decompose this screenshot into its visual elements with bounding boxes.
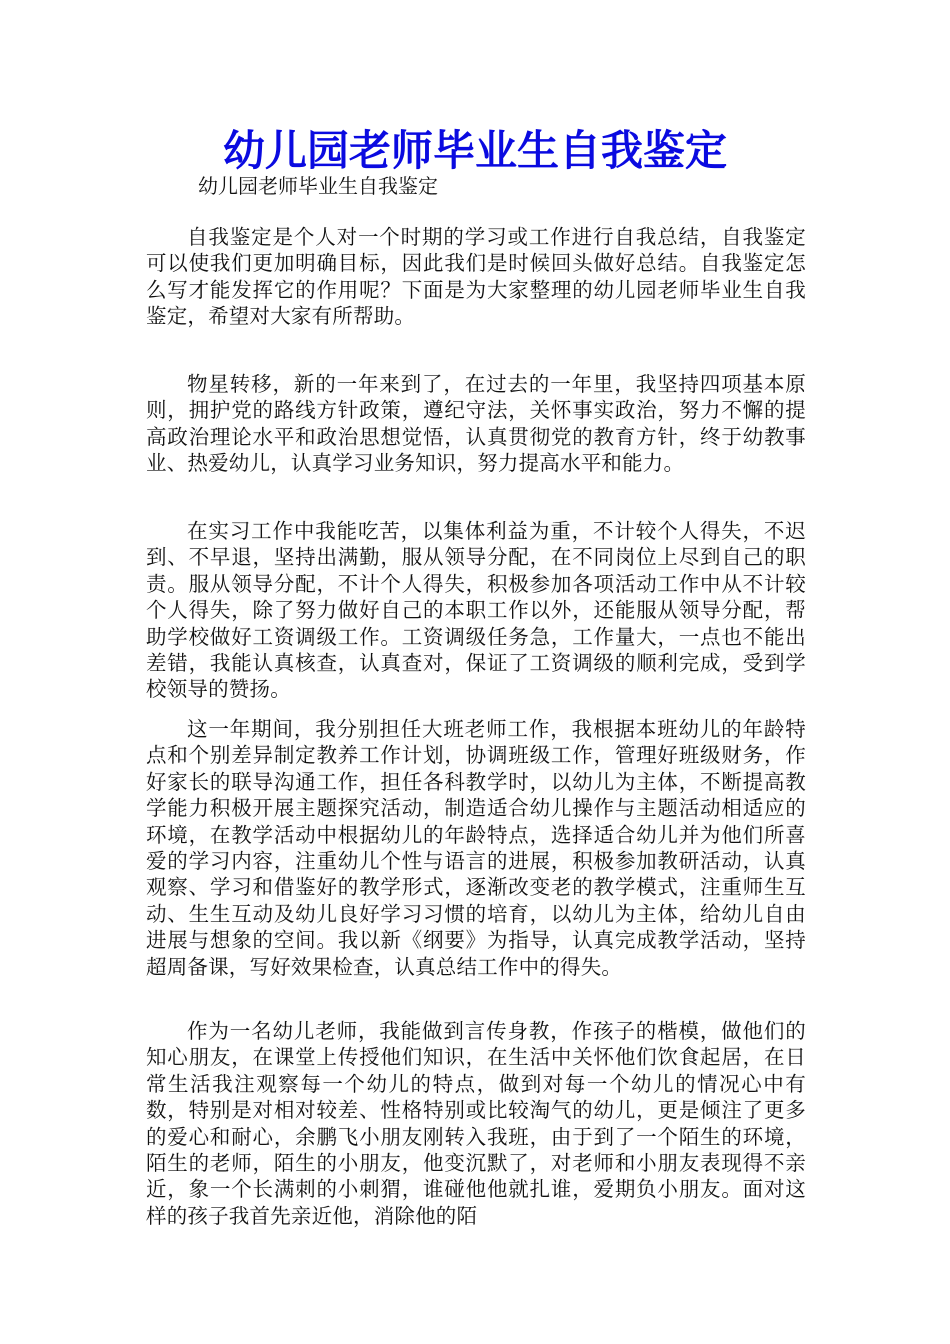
paragraph-internship: 在实习工作中我能吃苦，以集体利益为重，不计较个人得失，不迟到、不早退，坚持出满勤，服从领导分配，在不同岗位上尽到自己的职责。服从领导分配，不计个人得失，积极参加各项活动工作中从不计较个人得失，除了努力做好自己的本职工作以外，还能服从领导分配，帮助学校做好工资调级工作。工资调级任务急，工作量大，一点也不能出差错，我能认真核查，认真查对，保证了工资调级的顺利完成，受到学校领导的赞扬。 (146, 519, 806, 702)
document-subtitle: 幼儿园老师毕业生自我鉴定 (198, 174, 438, 198)
paragraph-intro: 自我鉴定是个人对一个时期的学习或工作进行自我总结，自我鉴定可以使我们更加明确目标，因此我们是时候回头做好总结。自我鉴定怎么写才能发挥它的作用呢？下面是为大家整理的幼儿园老师毕业生自我鉴定，希望对大家有所帮助。 (146, 225, 806, 329)
paragraph-teaching: 这一年期间，我分别担任大班老师工作，我根据本班幼儿的年龄特点和个别差异制定教养工作计划，协调班级工作，管理好班级财务，作好家长的联导沟通工作，担任各科教学时，以幼儿为主体，不断提高教学能力积极开展主题探究活动，制造适合幼儿操作与主题活动相适应的环境，在教学活动中根据幼儿的年龄特点，选择适合幼儿并为他们所喜爱的学习内容，注重幼儿个性与语言的进展，积极参加教研活动，认真观察、学习和借鉴好的教学形式，逐渐改变老的教学模式，注重师生互动、生生互动及幼儿良好学习习惯的培育，以幼儿为主体，给幼儿自由进展与想象的空间。我以新《纲要》为指导，认真完成教学活动，坚持超周备课，写好效果检查，认真总结工作中的得失。 (146, 717, 806, 979)
document-title: 幼儿园老师毕业生自我鉴定 (222, 126, 727, 175)
paragraph-political: 物星转移，新的一年来到了，在过去的一年里，我坚持四项基本原则，拥护党的路线方针政策，遵纪守法，关怀事实政治，努力不懈的提高政治理论水平和政治思想觉悟，认真贯彻党的教育方针，终于幼教事业、热爱幼儿，认真学习业务知识，努力提高水平和能力。 (146, 372, 806, 476)
paragraph-role-model: 作为一名幼儿老师，我能做到言传身教，作孩子的楷模，做他们的知心朋友，在课堂上传授他们知识，在生活中关怀他们饮食起居，在日常生活我注观察每一个幼儿的特点，做到对每一个幼儿的情况心中有数，特别是对相对较差、性格特别或比较淘气的幼儿，更是倾注了更多的爱心和耐心，余鹏飞小朋友刚转入我班，由于到了一个陌生的环境，陌生的老师，陌生的小朋友，他变沉默了，对老师和小朋友表现得不亲近，象一个长满刺的小刺猬，谁碰他他就扎谁，爱期负小朋友。面对这样的孩子我首先亲近他，消除他的陌 (146, 1019, 806, 1228)
